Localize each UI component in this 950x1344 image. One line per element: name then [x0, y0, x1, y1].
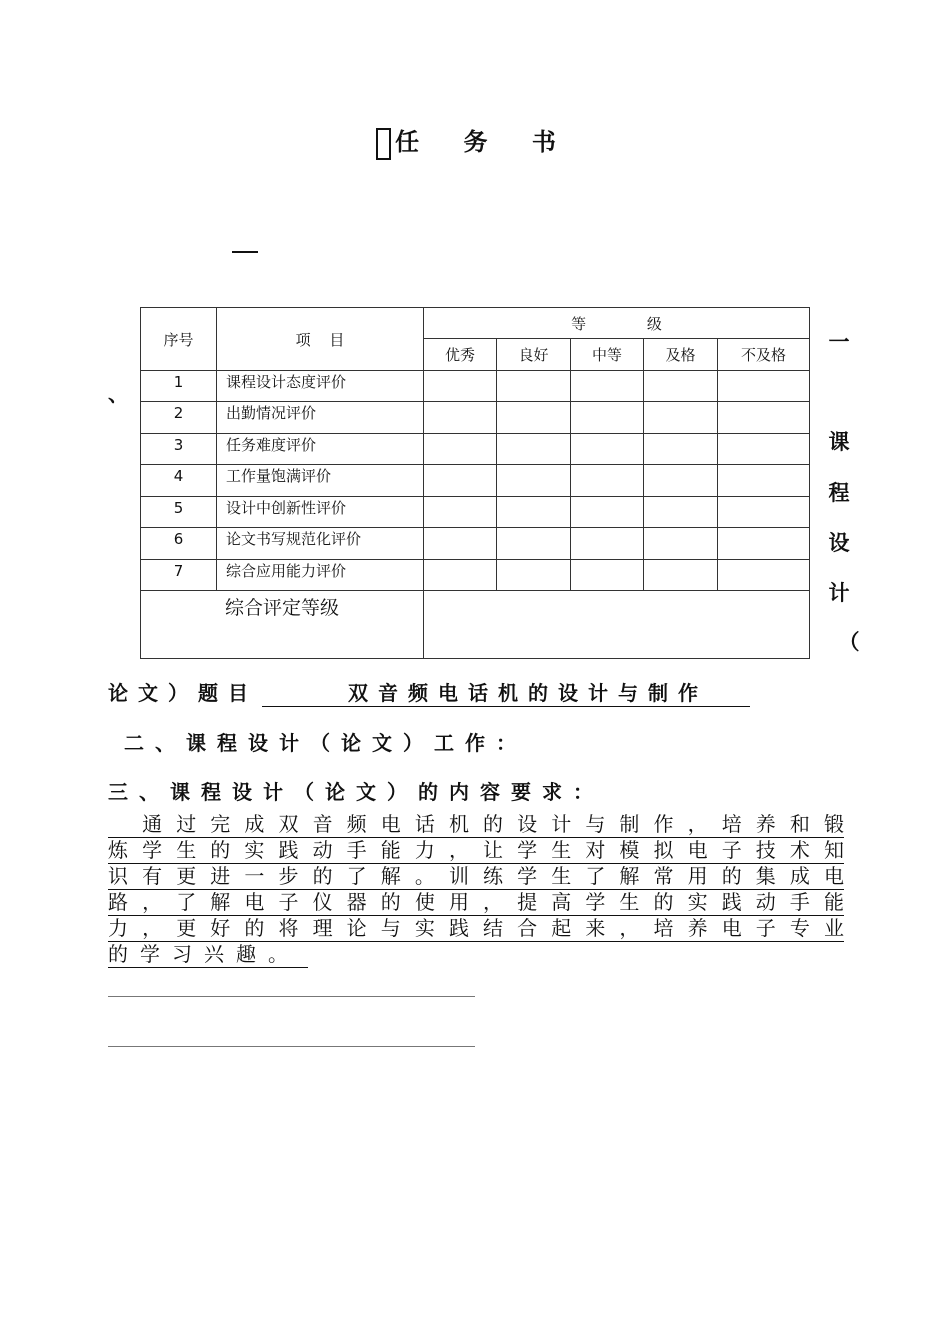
grade-cell[interactable]	[497, 528, 571, 560]
grade-cell[interactable]	[571, 402, 644, 434]
row-item: 论文书写规范化评价	[217, 528, 424, 560]
content-line: 路，了解电子仪器的使用，提高学生的实践动手能	[108, 890, 844, 914]
topic-value: 双音频电话机的设计与制作	[348, 681, 708, 705]
grade-cell[interactable]	[497, 560, 571, 591]
section-2-heading: 二、课程设计（论文）工作：	[124, 731, 527, 755]
row-item: 设计中创新性评价	[217, 497, 424, 528]
table-row	[141, 528, 810, 560]
grade-excellent: 优秀	[424, 339, 497, 371]
vertical-char-5: 计	[828, 580, 850, 605]
grade-cell[interactable]	[497, 497, 571, 528]
row-item: 课程设计态度评价	[217, 371, 424, 402]
vertical-char-6: （	[838, 629, 860, 654]
grade-cell[interactable]	[571, 497, 644, 528]
content-line: 识有更进一步的了解。训练学生了解常用的集成电	[108, 864, 844, 888]
content-line: 的学习兴趣。	[108, 942, 308, 968]
grade-cell[interactable]	[424, 371, 497, 402]
title-text: 任 务 书	[395, 127, 574, 156]
table-row	[141, 560, 810, 591]
content-requirements	[108, 812, 844, 968]
grade-cell[interactable]	[644, 434, 718, 465]
grade-cell[interactable]	[497, 371, 571, 402]
overall-grade-label: 综合评定等级	[141, 591, 424, 659]
row-number: 5	[141, 497, 217, 528]
grade-cell[interactable]	[718, 497, 810, 528]
section-3-heading: 三、课程设计（论文）的内容要求：	[108, 780, 604, 804]
grade-cell[interactable]	[644, 465, 718, 497]
grade-cell[interactable]	[497, 465, 571, 497]
grade-cell[interactable]	[718, 465, 810, 497]
header-item: 项 目	[217, 308, 424, 371]
side-comma: 、	[108, 382, 128, 406]
grade-cell[interactable]	[644, 560, 718, 591]
grade-pass: 及格	[644, 339, 718, 371]
grade-cell[interactable]	[644, 371, 718, 402]
table-row	[141, 434, 810, 465]
row-number: 7	[141, 560, 217, 591]
document-title	[0, 122, 950, 160]
grade-cell[interactable]	[718, 402, 810, 434]
grade-cell[interactable]	[571, 371, 644, 402]
vertical-char-1: 一	[828, 329, 850, 354]
blank-line[interactable]	[108, 1046, 475, 1047]
grade-good: 良好	[497, 339, 571, 371]
table-row	[141, 371, 810, 402]
row-item: 出勤情况评价	[217, 402, 424, 434]
grade-cell[interactable]	[644, 497, 718, 528]
header-grade: 等 级	[424, 308, 810, 339]
row-number: 1	[141, 371, 217, 402]
grade-cell[interactable]	[644, 528, 718, 560]
grade-cell[interactable]	[424, 560, 497, 591]
grade-cell[interactable]	[424, 434, 497, 465]
grade-cell[interactable]	[571, 560, 644, 591]
vertical-char-2: 课	[828, 429, 850, 454]
dash-mark	[232, 251, 258, 253]
grade-cell[interactable]	[424, 528, 497, 560]
content-line: 通过完成双音频电话机的设计与制作，培养和锻	[108, 812, 844, 836]
placeholder-box-icon	[376, 128, 391, 160]
table-row	[141, 497, 810, 528]
row-number: 3	[141, 434, 217, 465]
overall-grade-cell[interactable]	[424, 591, 810, 659]
row-number: 6	[141, 528, 217, 560]
table-row	[141, 465, 810, 497]
grade-fail: 不及格	[718, 339, 810, 371]
row-number: 2	[141, 402, 217, 434]
grade-cell[interactable]	[718, 371, 810, 402]
vertical-char-4: 设	[828, 530, 850, 555]
topic-line	[108, 677, 750, 707]
grade-medium: 中等	[571, 339, 644, 371]
table-row	[141, 402, 810, 434]
topic-value-field	[262, 677, 750, 707]
topic-label: 论文）题目	[108, 681, 258, 705]
grade-cell[interactable]	[718, 560, 810, 591]
grade-cell[interactable]	[571, 465, 644, 497]
content-line: 炼学生的实践动手能力，让学生对模拟电子技术知	[108, 838, 844, 862]
grade-cell[interactable]	[571, 434, 644, 465]
grading-table	[140, 307, 810, 659]
grade-cell[interactable]	[424, 402, 497, 434]
grade-cell[interactable]	[424, 465, 497, 497]
row-number: 4	[141, 465, 217, 497]
vertical-char-3: 程	[828, 480, 850, 505]
grade-cell[interactable]	[497, 434, 571, 465]
row-item: 工作量饱满评价	[217, 465, 424, 497]
blank-line[interactable]	[108, 996, 475, 997]
grade-cell[interactable]	[644, 402, 718, 434]
content-line: 力，更好的将理论与实践结合起来，培养电子专业	[108, 916, 844, 940]
grade-cell[interactable]	[424, 497, 497, 528]
grade-cell[interactable]	[571, 528, 644, 560]
row-item: 任务难度评价	[217, 434, 424, 465]
header-seq: 序号	[141, 308, 217, 371]
grade-cell[interactable]	[718, 528, 810, 560]
grade-cell[interactable]	[497, 402, 571, 434]
grade-cell[interactable]	[718, 434, 810, 465]
row-item: 综合应用能力评价	[217, 560, 424, 591]
